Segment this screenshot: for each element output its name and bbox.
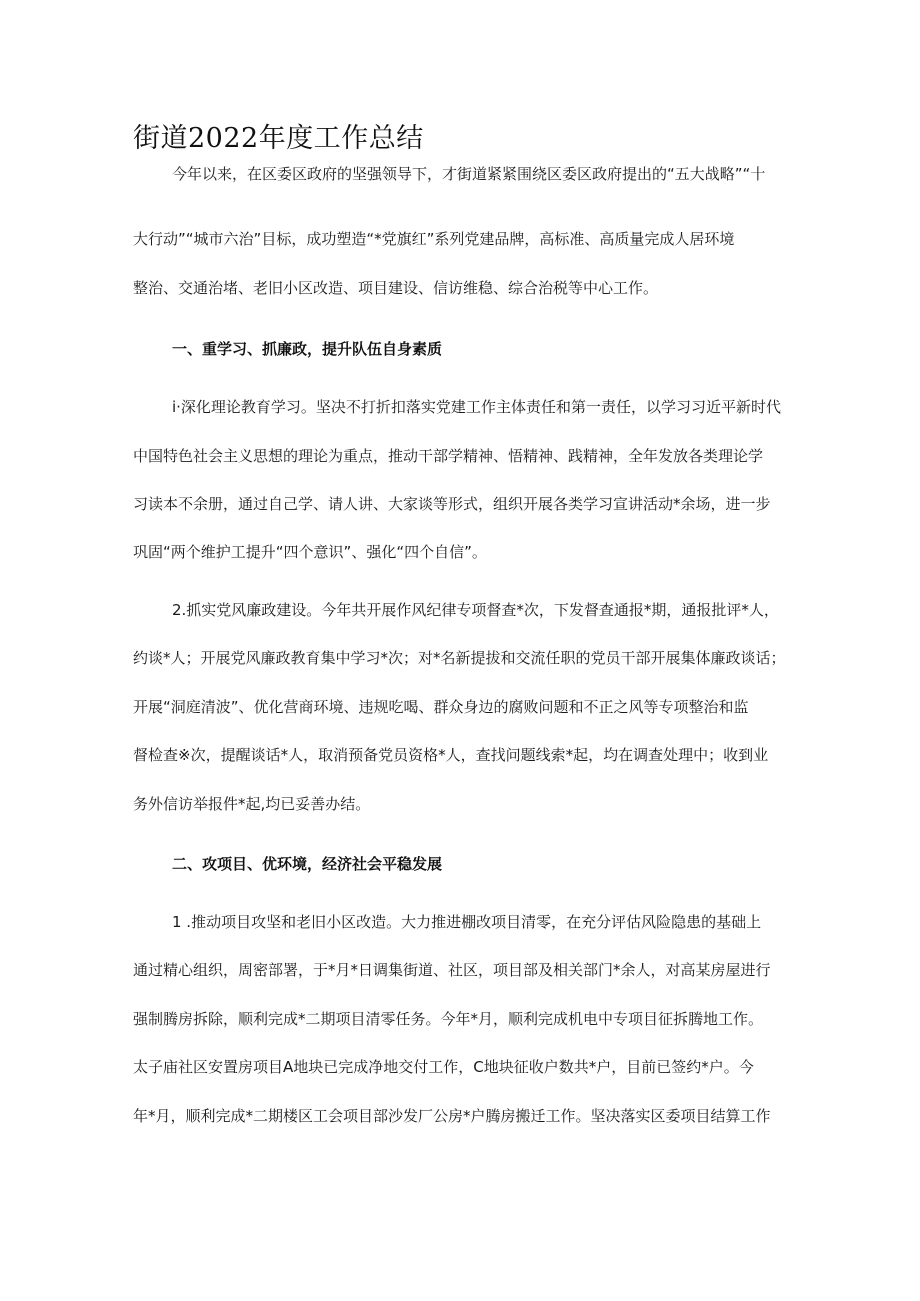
- section1-para2-line-5: 务外信访举报件*起,均已妥善办结。: [133, 795, 371, 813]
- section1-para2-line-3: 开展“洞庭清波”、优化营商环境、违规吃喝、群众身边的腐败问题和不正之风等专项整治和监: [133, 698, 749, 716]
- intro-line-1: 今年以来，在区委区政府的坚强领导下，才街道紧紧围绕区委区政府提出的“五大战略”“十: [172, 165, 766, 183]
- section2-para1-line-2: 通过精心组织，周密部署，于*月*日调集街道、社区，项目部及相关部门*余人，对高某房屋进行: [133, 961, 771, 979]
- section2-para1-line-3: 强制腾房拆除，顺利完成*二期项目清零任务。今年*月，顺利完成机电中专项目征拆腾地工作。: [133, 1010, 764, 1028]
- section1-para1-line-2: 中国特色社会主义思想的理论为重点，推动干部学精神、悟精神、践精神，全年发放各类理论学: [133, 447, 764, 465]
- section1-para2-line-1: 2.抓实党风廉政建设。今年共开展作风纪律专项督查*次，下发督查通报*期，通报批评*人，: [172, 601, 779, 619]
- section1-para2-line-4: 督检查※次，提醒谈话*人，取消预备党员资格*人，查找问题线索*起，均在调查处理中；收到业: [133, 746, 769, 764]
- section1-para1-line-1: i·深化理论教育学习。坚决不打折扣落实党建工作主体责任和第一责任，以学习习近平新时代: [172, 398, 781, 416]
- section2-para1-line-5: 年*月，顺利完成*二期楼区工会项目部沙发厂公房*户腾房搬迁工作。坚决落实区委项目结算工作: [133, 1107, 771, 1125]
- section1-para1-line-4: 巩固“两个维护工提升“四个意识”、强化“四个自信”。: [133, 543, 487, 561]
- intro-line-2: 大行动”“城市六治”目标，成功塑造“*党旗红”系列党建品牌，高标准、高质量完成人居环境: [133, 230, 735, 248]
- intro-line-3: 整治、交通治堵、老旧小区改造、项目建设、信访维稳、综合治税等中心工作。: [133, 279, 659, 297]
- section1-para2-line-2: 约谈*人；开展党风廉政教育集中学习*次；对*名新提拔和交流任职的党员干部开展集体廉政谈话；: [133, 649, 786, 667]
- section2-heading: 二、攻项目、优环境，经济社会平稳发展: [172, 855, 443, 873]
- section1-para1-line-3: 习读本不余册，通过自己学、请人讲、大家谈等形式，组织开展各类学习宣讲活动*余场，进一步: [133, 495, 771, 513]
- section2-para1-line-4: 太子庙社区安置房项目A地块已完成净地交付工作，C地块征收户数共*户，目前已签约*户。今: [133, 1058, 754, 1076]
- document-title: 街道2022年度工作总结: [133, 123, 424, 154]
- section1-heading: 一、重学习、抓廉政，提升队伍自身素质: [172, 340, 443, 358]
- section2-para1-line-1: 1 .推动项目攻坚和老旧小区改造。大力推进棚改项目清零，在充分评估风险隐患的基础上: [172, 913, 762, 931]
